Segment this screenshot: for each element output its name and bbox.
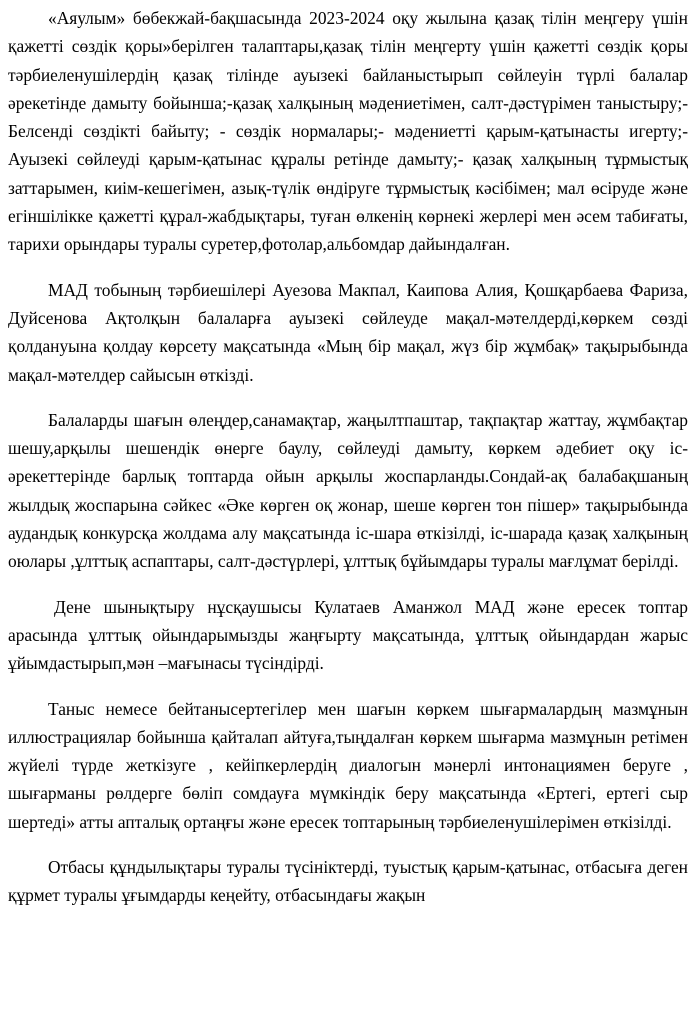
paragraph-speech-development: Балаларды шағын өлеңдер,санамақтар, жаңылтпаштар, тақпақтар жаттау, жұмбақтар шешу,арқылы шешендік өнерге баулу, сөйлеуді дамыту, көркем әдебиет оқу іс-әрекеттерінде барлық топтарда ойын арқылы жоспарланды.Сондай-ақ балабақшаның жылдық жоспарына сәйкес «Әке көрген оқ жонар, шеше көрген тон пішер» тақырыбында аудандық конкурсқа жолдама алу мақсатында іс-шара өткізілді, іс-шарада қазақ халқының оюлары ,ұлттық аспаптары, салт-дәстүрлері, ұлттық бұйымдары туралы мағлұмат берілді. <box>8 409 688 572</box>
paragraph-family-values: Отбасы құндылықтары туралы түсініктерді, туыстық қарым-қатынас, отбасыға деген құрмет туралы ұғымдарды кеңейту, отбасындағы жақын <box>8 857 688 906</box>
paragraph-national-games: Дене шынықтыру нұсқаушысы Кулатаев Аманжол МАД және ересек топтар арасында ұлттық ойындарымызды жаңғырту мақсатында, ұлттық ойындардан жарыс ұйымдастырып,мән –мағынасы түсіндірді. <box>8 596 688 674</box>
paragraph-fairy-tale-week: Таныс немесе бейтанысертегілер мен шағын көркем шығармалардың мазмұнын иллюстрациялар бойынша қайталап айтуға,тыңдалған көркем шығарма мазмұнын ретімен жүйелі түрде жеткізуге , кейіпкерлердің диалогын мәнерлі интонациямен беруге , шығарманы рөлдерге бөліп сомдауға мүмкіндік беру мақсатында «Ертегі, ертегі сыр шертеді» атты апталық ортаңғы және ересек топтарының тәрбиеленушілерімен өткізілді. <box>8 698 688 832</box>
paragraph-proverb-contest: МАД тобының тәрбиешілері Ауезова Макпал, Каипова Алия, Қошқарбаева Фариза, Дуйсенова Ақтолқын балаларға ауызекі сөйлеуде мақал-мәтелдерді,көркем сөзді қолдануына қолдау көрсету мақсатында «Мың бір мақал, жүз бір жұмбақ» тақырыбында мақал-мәтелдер сайысын өткізді. <box>8 279 688 385</box>
paragraph-vocabulary-requirements: «Аяулым» бөбекжай-бақшасында 2023-2024 оқу жылына қазақ тілін меңгеру үшін қажетті сөздік қоры»берілген талаптары,қазақ тілін меңгерту үшін қажетті сөздік қоры тәрбиеленушілердің қазақ тілінде ауызекі байланыстырып сөйлеуін түрлі балалар әрекетінде дамыту бойынша;-қазақ халқының мәдениетімен, салт-дәстүрімен таныстыру;-Белсенді сөздікті байыту; - сөздік нормалары;- мәдениетті қарым-қатынасты игерту;- Ауызекі сөйлеуді қарым-қатынас құралы ретінде дамыту;- қазақ халқының тұрмыстық заттарымен, киім-кешегімен, азық-түлік өндіруге тұрмыстық кәсібімен; мал өсіруде және егіншілікке қажетті құрал-жабдықтары, туған өлкенің көрнекі жерлері мен әсем табиғаты, тарихи орындары туралы суретер,фотолар,альбомдар дайындалған. <box>8 8 688 255</box>
